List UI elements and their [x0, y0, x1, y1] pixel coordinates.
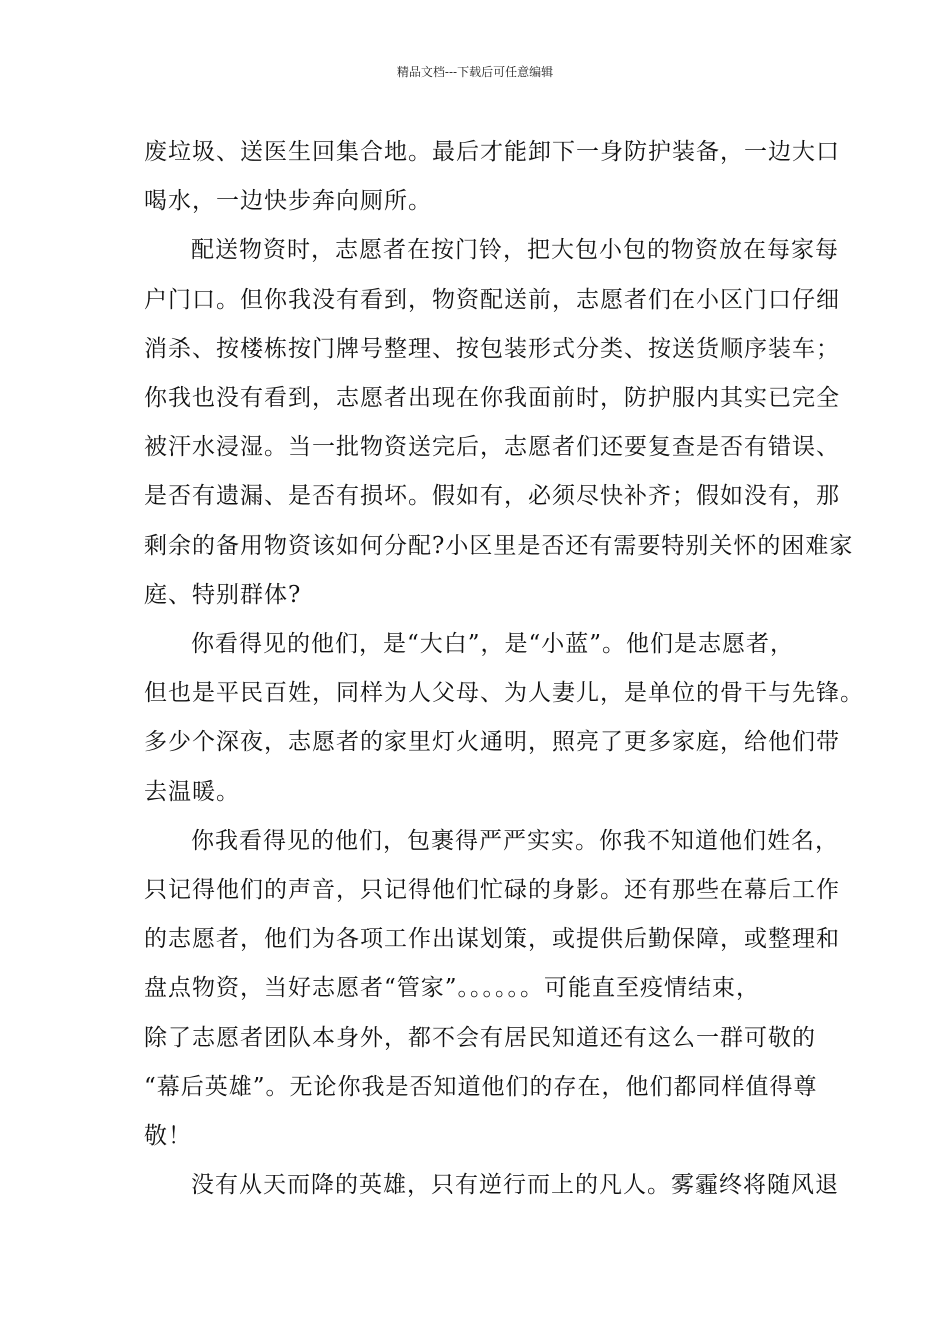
page-header: 精品文档---下载后可任意编辑	[396, 65, 554, 79]
text-line: 只记得他们的声音，只记得他们忙碌的身影。还有那些在幕后工作	[144, 877, 840, 904]
text-line: 除了志愿者团队本身外，都不会有居民知道还有这么一群可敬的	[144, 1024, 816, 1051]
paragraph-4	[144, 817, 840, 1161]
text-line: 的志愿者，他们为各项工作出谋划策，或提供后勤保障，或整理和	[144, 926, 840, 953]
text-line: 配送物资时，志愿者在按门铃，把大包小包的物资放在每家每	[191, 237, 839, 264]
text-line: 盘点物资，当好志愿者“管家”。。。。。。可能直至疫情结束，	[144, 975, 761, 1002]
paragraph-3	[144, 620, 864, 817]
text-line: 你我也没有看到，志愿者出现在你我面前时，防护服内其实已完全	[144, 385, 840, 412]
text-line: 没有从天而降的英雄，只有逆行而上的凡人。雾霾终将随风退	[191, 1172, 839, 1199]
text-line: 是否有遗漏、是否有损坏。假如有，必须尽快补齐；假如没有，那	[144, 483, 840, 510]
text-line: 你我看得见的他们，包裹得严严实实。你我不知道他们姓名，	[191, 827, 839, 854]
paragraph-2	[144, 226, 854, 620]
text-line: 你看得见的他们，是“大白”，是“小蓝”。他们是志愿者，	[191, 631, 795, 658]
text-line: 多少个深夜，志愿者的家里灯火通明，照亮了更多家庭，给他们带	[144, 729, 840, 756]
paragraph-5	[144, 1161, 839, 1210]
text-line: 敬！	[144, 1123, 192, 1150]
text-line: 庭、特别群体?	[144, 581, 302, 608]
text-line: 消杀、按楼栋按门牌号整理、按包装形式分类、按送货顺序装车；	[144, 335, 840, 362]
text-line: 但也是平民百姓，同样为人父母、为人妻儿，是单位的骨干与先锋。	[144, 680, 864, 707]
paragraph-1	[144, 128, 840, 226]
text-line: 去温暖。	[144, 778, 240, 805]
document-body	[144, 128, 864, 1210]
text-line: 剩余的备用物资该如何分配?小区里是否还有需要特别关怀的困难家	[144, 532, 854, 559]
text-line: 喝水，一边快步奔向厕所。	[144, 188, 432, 215]
text-line: 户门口。但你我没有看到，物资配送前，志愿者们在小区门口仔细	[144, 286, 840, 313]
text-line: 被汗水浸湿。当一批物资送完后，志愿者们还要复查是否有错误、	[144, 434, 840, 461]
text-line: “幕后英雄”。无论你我是否知道他们的存在，他们都同样值得尊	[144, 1073, 818, 1100]
text-line: 废垃圾、送医生回集合地。最后才能卸下一身防护装备，一边大口	[144, 139, 840, 165]
